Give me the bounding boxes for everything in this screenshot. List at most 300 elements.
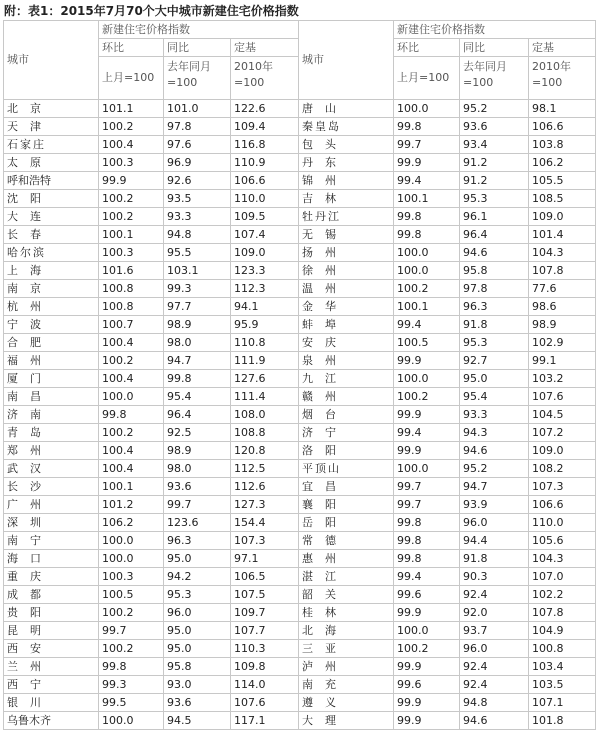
right-fixed-value: 107.3 [529, 478, 596, 496]
left-city-cell: 宁波 [4, 316, 99, 334]
left-fixed-value: 114.0 [231, 676, 299, 694]
left-city-cell: 广州 [4, 496, 99, 514]
left-yoy-value: 98.9 [164, 316, 231, 334]
right-city-cell: 宜昌 [299, 478, 394, 496]
left-city-cell: 武汉 [4, 460, 99, 478]
left-fixed-value: 107.3 [231, 532, 299, 550]
left-fixed-value: 154.4 [231, 514, 299, 532]
right-mom-value: 99.4 [394, 172, 460, 190]
right-yoy-value: 94.6 [460, 442, 529, 460]
left-fixed-value: 122.6 [231, 100, 299, 118]
left-city-cell: 福州 [4, 352, 99, 370]
right-mom-value: 99.6 [394, 676, 460, 694]
right-city-cell: 唐山 [299, 100, 394, 118]
table-row [4, 442, 596, 460]
header-group-right: 新建住宅价格指数 [394, 21, 596, 39]
table-row [4, 424, 596, 442]
right-yoy-value: 94.4 [460, 532, 529, 550]
table-row [4, 298, 596, 316]
right-mom-value: 99.9 [394, 406, 460, 424]
right-mom-value: 99.9 [394, 658, 460, 676]
left-city-cell: 厦门 [4, 370, 99, 388]
page-title: 附：表1：2015年7月70个大中城市新建住宅价格指数 [4, 4, 299, 18]
right-yoy-value: 93.4 [460, 136, 529, 154]
left-city-cell: 郑州 [4, 442, 99, 460]
right-yoy-value: 92.4 [460, 586, 529, 604]
left-mom-value: 100.3 [99, 568, 164, 586]
right-city-cell: 济宁 [299, 424, 394, 442]
right-yoy-value: 94.3 [460, 424, 529, 442]
right-yoy-value: 92.0 [460, 604, 529, 622]
left-fixed-value: 108.0 [231, 406, 299, 424]
table-row [4, 712, 596, 730]
left-mom-value: 100.0 [99, 388, 164, 406]
right-fixed-value: 106.6 [529, 496, 596, 514]
right-mom-value: 99.9 [394, 712, 460, 730]
table-row [4, 460, 596, 478]
right-fixed-value: 110.0 [529, 514, 596, 532]
right-city-cell: 大理 [299, 712, 394, 730]
left-fixed-value: 109.7 [231, 604, 299, 622]
right-mom-value: 100.0 [394, 262, 460, 280]
right-city-cell: 韶关 [299, 586, 394, 604]
right-mom-value: 99.8 [394, 550, 460, 568]
right-city-cell: 遵义 [299, 694, 394, 712]
right-mom-value: 100.1 [394, 190, 460, 208]
left-mom-value: 100.2 [99, 640, 164, 658]
right-mom-value: 99.7 [394, 136, 460, 154]
right-city-cell: 包头 [299, 136, 394, 154]
right-mom-value: 99.8 [394, 226, 460, 244]
right-city-cell: 徐州 [299, 262, 394, 280]
price-index-table [3, 20, 596, 730]
header-fixed-right: 定基 [529, 39, 596, 57]
left-yoy-value: 94.8 [164, 226, 231, 244]
right-yoy-value: 96.4 [460, 226, 529, 244]
right-mom-value: 100.2 [394, 388, 460, 406]
left-yoy-value: 98.9 [164, 442, 231, 460]
left-fixed-value: 127.3 [231, 496, 299, 514]
right-yoy-value: 95.3 [460, 190, 529, 208]
right-city-cell: 岳阳 [299, 514, 394, 532]
left-fixed-value: 106.5 [231, 568, 299, 586]
left-yoy-value: 94.2 [164, 568, 231, 586]
right-yoy-value: 94.6 [460, 244, 529, 262]
left-yoy-value: 93.5 [164, 190, 231, 208]
right-city-cell: 南充 [299, 676, 394, 694]
table-row [4, 190, 596, 208]
table-row [4, 604, 596, 622]
table-row [4, 568, 596, 586]
header-yoy-base-left: 去年同月=100 [164, 57, 231, 100]
left-yoy-value: 94.7 [164, 352, 231, 370]
right-fixed-value: 109.0 [529, 208, 596, 226]
left-yoy-value: 92.5 [164, 424, 231, 442]
left-yoy-value: 95.0 [164, 622, 231, 640]
right-yoy-value: 94.8 [460, 694, 529, 712]
left-fixed-value: 116.8 [231, 136, 299, 154]
left-fixed-value: 112.5 [231, 460, 299, 478]
left-fixed-value: 107.6 [231, 694, 299, 712]
right-fixed-value: 103.8 [529, 136, 596, 154]
left-mom-value: 100.2 [99, 424, 164, 442]
right-mom-value: 99.4 [394, 316, 460, 334]
right-mom-value: 100.2 [394, 280, 460, 298]
header-mom-base-right: 上月=100 [394, 57, 460, 100]
left-city-cell: 贵阳 [4, 604, 99, 622]
table-row [4, 136, 596, 154]
left-fixed-value: 127.6 [231, 370, 299, 388]
left-yoy-value: 95.5 [164, 244, 231, 262]
right-yoy-value: 93.9 [460, 496, 529, 514]
left-yoy-value: 95.0 [164, 550, 231, 568]
left-mom-value: 100.2 [99, 118, 164, 136]
left-yoy-value: 96.0 [164, 604, 231, 622]
right-fixed-value: 98.6 [529, 298, 596, 316]
left-mom-value: 100.2 [99, 604, 164, 622]
left-fixed-value: 123.3 [231, 262, 299, 280]
right-city-cell: 惠州 [299, 550, 394, 568]
left-mom-value: 100.3 [99, 244, 164, 262]
table-row [4, 100, 596, 118]
left-yoy-value: 103.1 [164, 262, 231, 280]
right-city-cell: 洛阳 [299, 442, 394, 460]
right-mom-value: 99.8 [394, 532, 460, 550]
left-city-cell: 哈尔滨 [4, 244, 99, 262]
left-yoy-value: 93.6 [164, 694, 231, 712]
right-mom-value: 100.0 [394, 244, 460, 262]
header-city-left: 城市 [4, 21, 99, 100]
table-row [4, 550, 596, 568]
left-yoy-value: 96.4 [164, 406, 231, 424]
left-fixed-value: 117.1 [231, 712, 299, 730]
left-yoy-value: 96.3 [164, 532, 231, 550]
right-fixed-value: 105.5 [529, 172, 596, 190]
left-yoy-value: 97.7 [164, 298, 231, 316]
right-fixed-value: 107.6 [529, 388, 596, 406]
right-fixed-value: 99.1 [529, 352, 596, 370]
left-mom-value: 100.4 [99, 460, 164, 478]
left-mom-value: 100.4 [99, 370, 164, 388]
left-fixed-value: 108.8 [231, 424, 299, 442]
left-city-cell: 南昌 [4, 388, 99, 406]
right-mom-value: 100.0 [394, 622, 460, 640]
right-fixed-value: 108.5 [529, 190, 596, 208]
left-mom-value: 100.7 [99, 316, 164, 334]
left-mom-value: 100.0 [99, 532, 164, 550]
left-yoy-value: 93.3 [164, 208, 231, 226]
left-fixed-value: 110.3 [231, 640, 299, 658]
right-yoy-value: 91.8 [460, 550, 529, 568]
right-yoy-value: 92.4 [460, 676, 529, 694]
left-yoy-value: 99.8 [164, 370, 231, 388]
header-yoy-base-right: 去年同月=100 [460, 57, 529, 100]
left-fixed-value: 107.4 [231, 226, 299, 244]
left-fixed-value: 109.5 [231, 208, 299, 226]
left-city-cell: 海口 [4, 550, 99, 568]
left-city-cell: 银川 [4, 694, 99, 712]
left-city-cell: 南京 [4, 280, 99, 298]
left-city-cell: 呼和浩特 [4, 172, 99, 190]
table-row [4, 406, 596, 424]
right-yoy-value: 96.0 [460, 514, 529, 532]
right-yoy-value: 95.2 [460, 460, 529, 478]
right-yoy-value: 93.3 [460, 406, 529, 424]
left-fixed-value: 120.8 [231, 442, 299, 460]
right-mom-value: 100.0 [394, 370, 460, 388]
left-yoy-value: 97.8 [164, 118, 231, 136]
left-mom-value: 100.0 [99, 712, 164, 730]
left-yoy-value: 101.0 [164, 100, 231, 118]
left-mom-value: 99.8 [99, 406, 164, 424]
right-city-cell: 扬州 [299, 244, 394, 262]
right-city-cell: 泸州 [299, 658, 394, 676]
right-city-cell: 常德 [299, 532, 394, 550]
right-yoy-value: 96.3 [460, 298, 529, 316]
right-mom-value: 99.9 [394, 352, 460, 370]
left-city-cell: 太原 [4, 154, 99, 172]
right-city-cell: 锦州 [299, 172, 394, 190]
header-fixed-base-left: 2010年=100 [231, 57, 299, 100]
table-row [4, 694, 596, 712]
left-fixed-value: 106.6 [231, 172, 299, 190]
left-mom-value: 100.0 [99, 550, 164, 568]
left-city-cell: 深圳 [4, 514, 99, 532]
table-row [4, 226, 596, 244]
right-fixed-value: 104.3 [529, 550, 596, 568]
left-yoy-value: 98.0 [164, 334, 231, 352]
left-mom-value: 100.2 [99, 190, 164, 208]
right-mom-value: 100.0 [394, 460, 460, 478]
left-city-cell: 合肥 [4, 334, 99, 352]
left-city-cell: 兰州 [4, 658, 99, 676]
left-mom-value: 100.8 [99, 298, 164, 316]
right-yoy-value: 92.4 [460, 658, 529, 676]
right-fixed-value: 105.6 [529, 532, 596, 550]
table-row [4, 532, 596, 550]
left-mom-value: 106.2 [99, 514, 164, 532]
right-mom-value: 99.8 [394, 208, 460, 226]
left-city-cell: 南宁 [4, 532, 99, 550]
right-mom-value: 99.4 [394, 568, 460, 586]
right-yoy-value: 93.7 [460, 622, 529, 640]
right-mom-value: 99.8 [394, 514, 460, 532]
left-yoy-value: 96.9 [164, 154, 231, 172]
right-fixed-value: 104.5 [529, 406, 596, 424]
right-fixed-value: 98.1 [529, 100, 596, 118]
table-row [4, 388, 596, 406]
right-mom-value: 99.7 [394, 496, 460, 514]
left-mom-value: 100.3 [99, 154, 164, 172]
right-mom-value: 99.9 [394, 604, 460, 622]
right-city-cell: 烟台 [299, 406, 394, 424]
left-city-cell: 石家庄 [4, 136, 99, 154]
left-city-cell: 济南 [4, 406, 99, 424]
left-fixed-value: 112.6 [231, 478, 299, 496]
right-city-cell: 蚌埠 [299, 316, 394, 334]
right-fixed-value: 103.5 [529, 676, 596, 694]
right-fixed-value: 108.2 [529, 460, 596, 478]
left-yoy-value: 92.6 [164, 172, 231, 190]
right-city-cell: 襄阳 [299, 496, 394, 514]
left-mom-value: 99.3 [99, 676, 164, 694]
right-fixed-value: 77.6 [529, 280, 596, 298]
left-fixed-value: 110.0 [231, 190, 299, 208]
right-city-cell: 安庆 [299, 334, 394, 352]
table-row [4, 262, 596, 280]
left-city-cell: 上海 [4, 262, 99, 280]
left-fixed-value: 112.3 [231, 280, 299, 298]
table-row [4, 370, 596, 388]
right-mom-value: 99.9 [394, 154, 460, 172]
right-city-cell: 无锡 [299, 226, 394, 244]
left-yoy-value: 99.7 [164, 496, 231, 514]
right-yoy-value: 95.2 [460, 100, 529, 118]
left-city-cell: 长沙 [4, 478, 99, 496]
left-city-cell: 昆明 [4, 622, 99, 640]
right-fixed-value: 107.2 [529, 424, 596, 442]
right-fixed-value: 106.2 [529, 154, 596, 172]
right-yoy-value: 96.0 [460, 640, 529, 658]
left-mom-value: 99.5 [99, 694, 164, 712]
left-city-cell: 杭州 [4, 298, 99, 316]
table-row [4, 334, 596, 352]
header-city-right: 城市 [299, 21, 394, 100]
right-mom-value: 99.4 [394, 424, 460, 442]
left-yoy-value: 93.0 [164, 676, 231, 694]
right-city-cell: 北海 [299, 622, 394, 640]
table-row [4, 208, 596, 226]
left-yoy-value: 94.5 [164, 712, 231, 730]
left-yoy-value: 99.3 [164, 280, 231, 298]
right-mom-value: 99.9 [394, 694, 460, 712]
left-fixed-value: 107.5 [231, 586, 299, 604]
right-fixed-value: 101.8 [529, 712, 596, 730]
table-row [4, 172, 596, 190]
right-yoy-value: 91.2 [460, 154, 529, 172]
right-city-cell: 九江 [299, 370, 394, 388]
left-mom-value: 99.9 [99, 172, 164, 190]
header-fixed-left: 定基 [231, 39, 299, 57]
right-fixed-value: 103.2 [529, 370, 596, 388]
header-mom-left: 环比 [99, 39, 164, 57]
right-mom-value: 99.7 [394, 478, 460, 496]
left-mom-value: 99.7 [99, 622, 164, 640]
right-city-cell: 泉州 [299, 352, 394, 370]
left-fixed-value: 110.9 [231, 154, 299, 172]
right-city-cell: 丹东 [299, 154, 394, 172]
left-city-cell: 西安 [4, 640, 99, 658]
left-city-cell: 长春 [4, 226, 99, 244]
right-yoy-value: 94.7 [460, 478, 529, 496]
right-fixed-value: 101.4 [529, 226, 596, 244]
table-row [4, 154, 596, 172]
table-row [4, 244, 596, 262]
right-fixed-value: 102.9 [529, 334, 596, 352]
right-yoy-value: 91.8 [460, 316, 529, 334]
right-city-cell: 平顶山 [299, 460, 394, 478]
left-city-cell: 乌鲁木齐 [4, 712, 99, 730]
right-fixed-value: 100.8 [529, 640, 596, 658]
left-fixed-value: 110.8 [231, 334, 299, 352]
left-yoy-value: 97.6 [164, 136, 231, 154]
header-yoy-right: 同比 [460, 39, 529, 57]
right-fixed-value: 102.2 [529, 586, 596, 604]
table-body [4, 100, 596, 730]
right-mom-value: 99.6 [394, 586, 460, 604]
right-city-cell: 湛江 [299, 568, 394, 586]
left-fixed-value: 111.4 [231, 388, 299, 406]
table-row [4, 586, 596, 604]
left-mom-value: 101.1 [99, 100, 164, 118]
header-fixed-base-right: 2010年=100 [529, 57, 596, 100]
right-yoy-value: 95.3 [460, 334, 529, 352]
table-row [4, 280, 596, 298]
right-city-cell: 秦皇岛 [299, 118, 394, 136]
table-row [4, 514, 596, 532]
left-city-cell: 重庆 [4, 568, 99, 586]
left-fixed-value: 111.9 [231, 352, 299, 370]
table-row [4, 496, 596, 514]
right-fixed-value: 104.9 [529, 622, 596, 640]
right-fixed-value: 106.6 [529, 118, 596, 136]
left-city-cell: 大连 [4, 208, 99, 226]
right-mom-value: 99.9 [394, 442, 460, 460]
right-mom-value: 100.0 [394, 100, 460, 118]
left-mom-value: 99.8 [99, 658, 164, 676]
right-fixed-value: 107.0 [529, 568, 596, 586]
right-yoy-value: 93.6 [460, 118, 529, 136]
table-row [4, 622, 596, 640]
right-yoy-value: 94.6 [460, 712, 529, 730]
table-row [4, 316, 596, 334]
right-city-cell: 牡丹江 [299, 208, 394, 226]
left-city-cell: 北京 [4, 100, 99, 118]
right-fixed-value: 107.8 [529, 604, 596, 622]
header-group-left: 新建住宅价格指数 [99, 21, 299, 39]
left-fixed-value: 95.9 [231, 316, 299, 334]
header-yoy-left: 同比 [164, 39, 231, 57]
table-row [4, 640, 596, 658]
left-mom-value: 100.2 [99, 352, 164, 370]
header-mom-base-left: 上月=100 [99, 57, 164, 100]
left-yoy-value: 93.6 [164, 478, 231, 496]
left-yoy-value: 95.3 [164, 586, 231, 604]
right-city-cell: 金华 [299, 298, 394, 316]
left-fixed-value: 94.1 [231, 298, 299, 316]
left-mom-value: 101.2 [99, 496, 164, 514]
table-row [4, 676, 596, 694]
right-fixed-value: 107.8 [529, 262, 596, 280]
left-fixed-value: 109.8 [231, 658, 299, 676]
right-fixed-value: 107.1 [529, 694, 596, 712]
left-mom-value: 100.4 [99, 136, 164, 154]
left-yoy-value: 123.6 [164, 514, 231, 532]
left-fixed-value: 109.0 [231, 244, 299, 262]
right-yoy-value: 97.8 [460, 280, 529, 298]
right-yoy-value: 91.2 [460, 172, 529, 190]
left-mom-value: 100.2 [99, 208, 164, 226]
left-city-cell: 青岛 [4, 424, 99, 442]
right-yoy-value: 96.1 [460, 208, 529, 226]
table-row [4, 352, 596, 370]
right-fixed-value: 109.0 [529, 442, 596, 460]
table-row [4, 478, 596, 496]
left-fixed-value: 109.4 [231, 118, 299, 136]
left-yoy-value: 98.0 [164, 460, 231, 478]
left-yoy-value: 95.0 [164, 640, 231, 658]
left-yoy-value: 95.8 [164, 658, 231, 676]
